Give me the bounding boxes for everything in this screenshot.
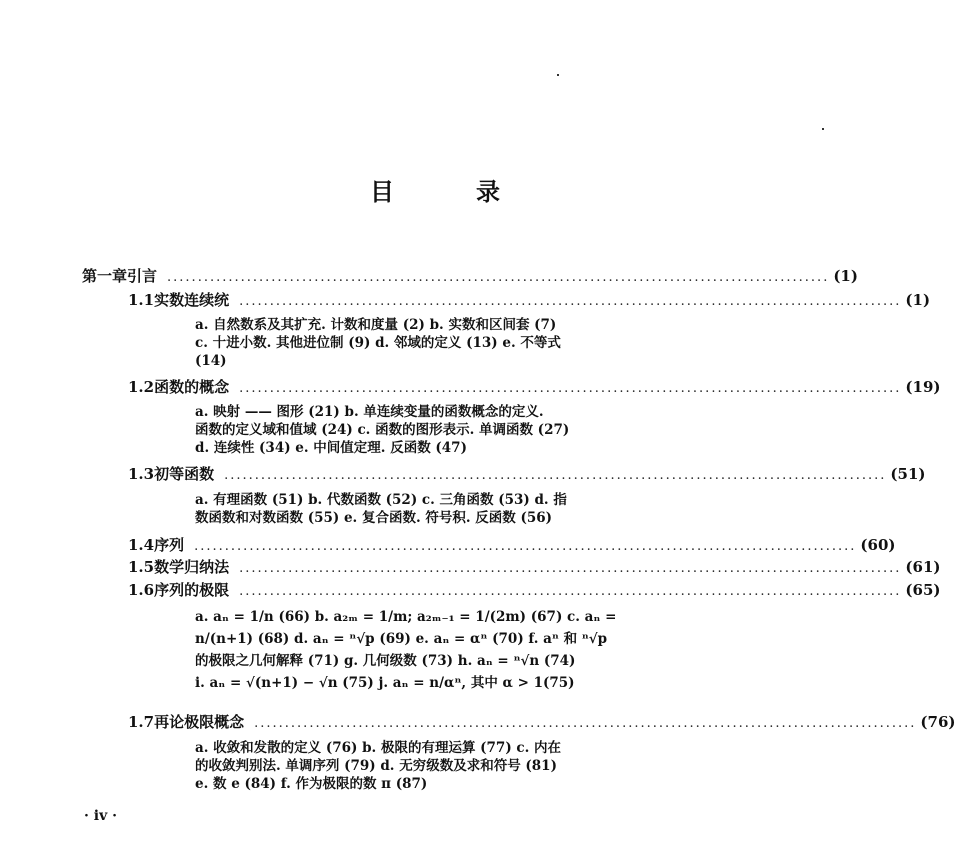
toc-section-1-2[interactable] (128, 377, 941, 399)
scan-speck (822, 128, 824, 130)
section-title: 序列 (154, 536, 185, 554)
subtopic-line: 的收敛判别法. 单调序列 (79) d. 无穷级数及求和符号 (81) (195, 758, 557, 774)
section-number: 1.7 (128, 713, 155, 731)
section-page: (61) (905, 558, 941, 576)
section-number: 1.6 (128, 581, 155, 599)
section-page: (19) (905, 378, 941, 396)
subtopic-line: a. aₙ = 1/n (66) b. a₂ₘ = 1/m; a₂ₘ₋₁ = 1/(2m) (67) c. aₙ = (195, 609, 617, 625)
toc-section-1-7[interactable] (128, 712, 956, 734)
page-title (370, 172, 500, 207)
subtopic-line: (14) (195, 353, 227, 369)
subtopic-line: a. 有理函数 (51) b. 代数函数 (52) c. 三角函数 (53) d. 指 (195, 492, 567, 508)
subtopic-line: a. 收敛和发散的定义 (76) b. 极限的有理运算 (77) c. 内在 (195, 740, 562, 756)
section-number: 1.5 (128, 558, 155, 576)
title-char-1: 目 (370, 177, 394, 206)
title-char-2: 录 (476, 177, 500, 206)
page-number-footer: · iv · (84, 808, 117, 824)
toc-section-1-4[interactable] (128, 535, 896, 557)
chapter-page: (1) (833, 267, 858, 285)
section-title: 实数连续统 (154, 291, 230, 309)
subtopic-line: 的极限之几何解释 (71) g. 几何级数 (73) h. aₙ = ⁿ√n (74) (195, 653, 576, 669)
subtopics-1-1 (195, 316, 765, 370)
section-title: 初等函数 (154, 465, 215, 483)
subtopic-line: n/(n+1) (68) d. aₙ = ⁿ√p (69) e. aₙ = αⁿ (70) f. aⁿ 和 ⁿ√p (195, 631, 608, 647)
section-title: 函数的概念 (154, 378, 230, 396)
section-page: (60) (860, 536, 896, 554)
scan-speck (557, 74, 559, 76)
section-page: (76) (920, 713, 956, 731)
leader-dots: ............................................................................................................ (239, 294, 902, 309)
leader-dots: ............................................................................................................ (224, 468, 887, 483)
section-title: 序列的极限 (154, 581, 230, 599)
toc-section-1-3[interactable] (128, 464, 926, 486)
section-page: (65) (905, 581, 941, 599)
section-page: (51) (890, 465, 926, 483)
subtopics-1-6 (195, 606, 765, 694)
toc-section-1-1[interactable] (128, 290, 931, 312)
leader-dots: ............................................................................................................ (254, 716, 917, 731)
subtopic-line: a. 自然数系及其扩充. 计数和度量 (2) b. 实数和区间套 (7) (195, 317, 557, 333)
subtopics-1-7 (195, 739, 765, 793)
chapter-title: 引言 (127, 267, 158, 285)
toc-chapter-entry[interactable] (82, 266, 858, 288)
subtopic-line: e. 数 e (84) f. 作为极限的数 π (87) (195, 776, 428, 792)
leader-dots: ............................................................................................................ (194, 539, 857, 554)
subtopic-line: 函数的定义域和值域 (24) c. 函数的图形表示. 单调函数 (27) (195, 422, 570, 438)
section-number: 1.4 (128, 536, 155, 554)
section-number: 1.3 (128, 465, 155, 483)
leader-dots: ............................................................................................................ (167, 270, 830, 285)
chapter-number: 第一章 (82, 267, 128, 285)
subtopics-1-2 (195, 403, 765, 457)
section-number: 1.2 (128, 378, 155, 396)
subtopic-line: a. 映射 —— 图形 (21) b. 单连续变量的函数概念的定义. (195, 404, 544, 420)
leader-dots: ............................................................................................................ (239, 584, 902, 599)
leader-dots: ............................................................................................................ (239, 561, 902, 576)
section-page: (1) (905, 291, 931, 309)
subtopics-1-3 (195, 491, 765, 527)
section-number: 1.1 (128, 291, 155, 309)
leader-dots: ............................................................................................................ (239, 381, 902, 396)
subtopic-line: i. aₙ = √(n+1) − √n (75) j. aₙ = n/αⁿ, 其中 α > 1(75) (195, 675, 575, 691)
toc-section-1-6[interactable] (128, 580, 941, 602)
toc-section-1-5[interactable] (128, 557, 941, 579)
section-title: 数学归纳法 (154, 558, 230, 576)
subtopic-line: c. 十进小数. 其他进位制 (9) d. 邻域的定义 (13) e. 不等式 (195, 335, 561, 351)
section-title: 再论极限概念 (154, 713, 245, 731)
subtopic-line: d. 连续性 (34) e. 中间值定理. 反函数 (47) (195, 440, 467, 456)
subtopic-line: 数函数和对数函数 (55) e. 复合函数. 符号积. 反函数 (56) (195, 510, 553, 526)
